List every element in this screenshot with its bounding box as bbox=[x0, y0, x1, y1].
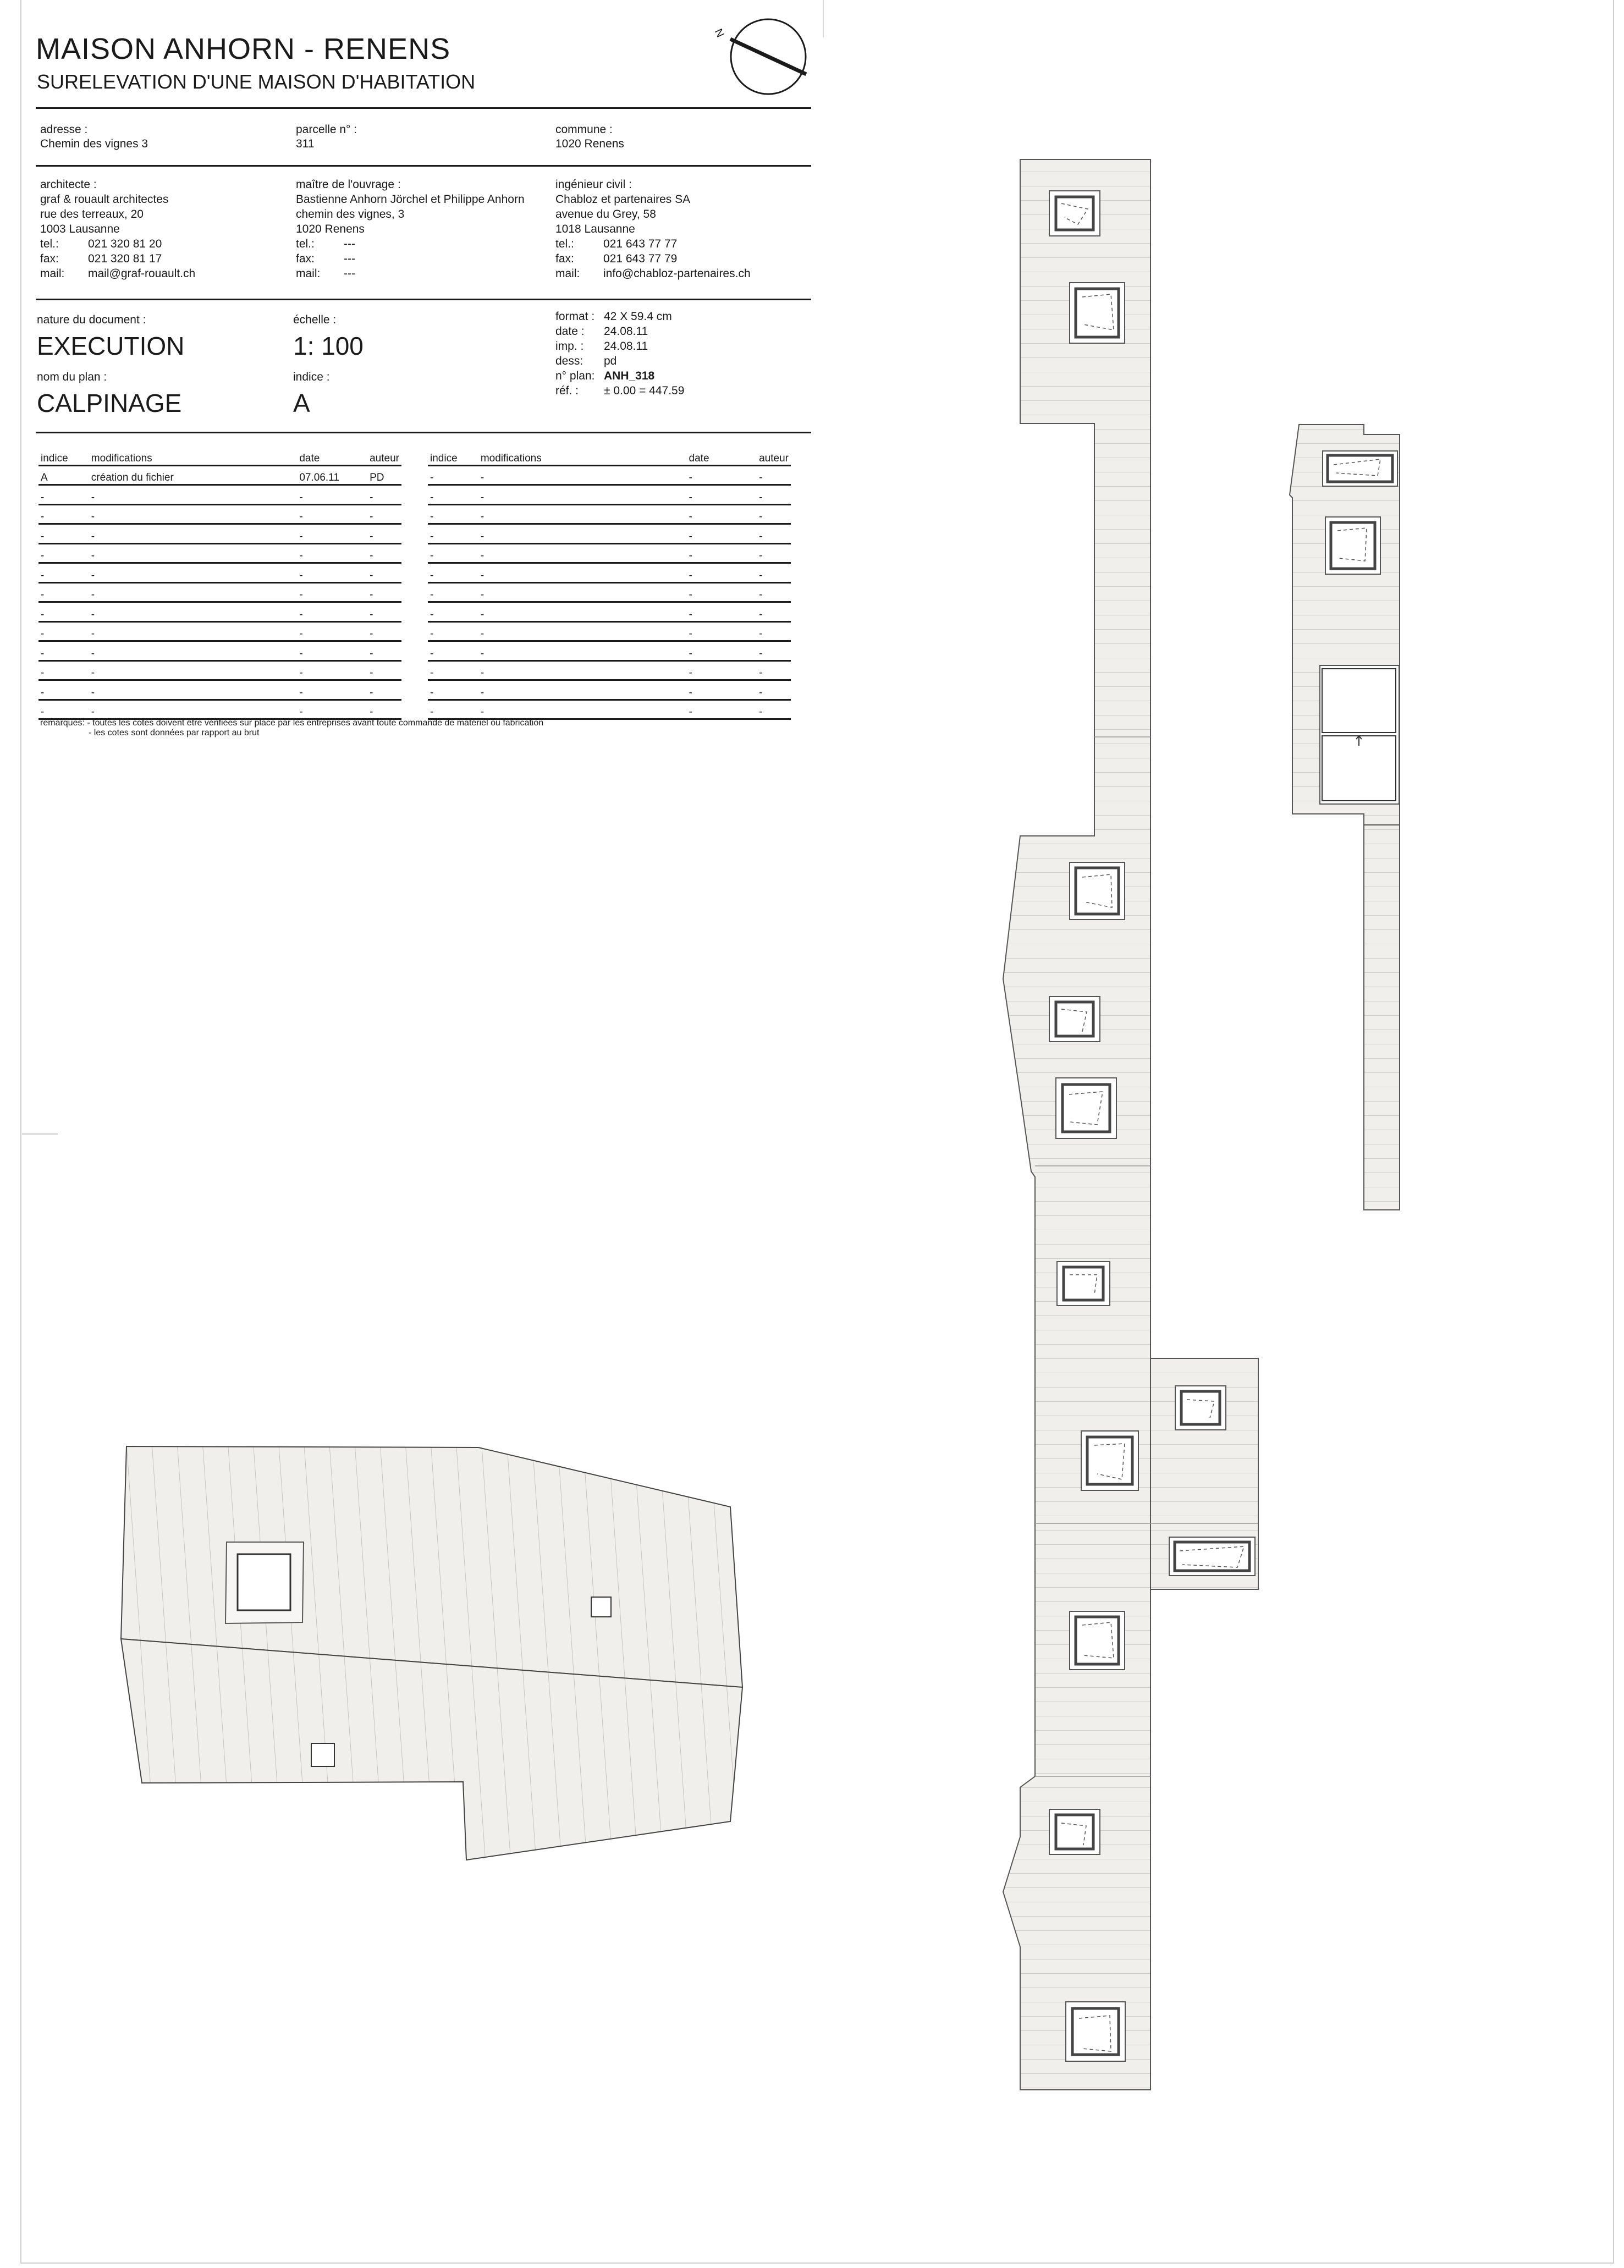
revision-cell: - bbox=[297, 485, 367, 505]
revision-cell: - bbox=[89, 582, 298, 602]
facade-strip-main bbox=[1003, 159, 1258, 2090]
revision-cell: - bbox=[428, 524, 478, 544]
revision-cell: - bbox=[428, 641, 478, 661]
revision-cell: - bbox=[757, 641, 791, 661]
revision-cell: - bbox=[428, 660, 478, 680]
plan-name-label: nom du plan : bbox=[37, 371, 107, 383]
revision-cell: - bbox=[297, 621, 367, 641]
revision-cell: - bbox=[478, 680, 687, 700]
revision-cell: - bbox=[367, 641, 401, 661]
revision-cell: - bbox=[367, 602, 401, 622]
revision-cell: - bbox=[428, 621, 478, 641]
revision-cell: - bbox=[367, 660, 401, 680]
revision-cell: création du fichier bbox=[89, 465, 298, 485]
document-nature: EXECUTION bbox=[37, 332, 185, 360]
revision-cell: - bbox=[89, 485, 298, 505]
revision-cell: - bbox=[38, 504, 89, 524]
revision-header-cell: date bbox=[687, 447, 757, 465]
revision-cell: - bbox=[687, 641, 757, 661]
plan-name: CALPINAGE bbox=[37, 389, 182, 417]
revision-header-cell: auteur bbox=[367, 447, 401, 465]
remarks: remarques: - toutes les cotes doivent être vérifiées sur place par les entreprises avant toute commande de matériel ou fabrication - les cotes sont données par rapport au brut bbox=[40, 718, 544, 737]
revision-cell: - bbox=[89, 563, 298, 583]
revision-cell: - bbox=[428, 465, 478, 485]
revision-cell: - bbox=[89, 543, 298, 563]
revision-cell: - bbox=[297, 660, 367, 680]
revision-cell: - bbox=[38, 602, 89, 622]
revision-cell: - bbox=[687, 700, 757, 719]
revision-cell: 07.06.11 bbox=[297, 465, 367, 485]
revision-cell: - bbox=[478, 563, 687, 583]
revision-cell: - bbox=[367, 485, 401, 505]
revision-cell: - bbox=[687, 602, 757, 622]
revision-cell: - bbox=[757, 680, 791, 700]
revision-cell: - bbox=[89, 524, 298, 544]
revision-cell: - bbox=[297, 582, 367, 602]
revision-cell: - bbox=[757, 660, 791, 680]
revision-cell: - bbox=[89, 680, 298, 700]
revision-cell: - bbox=[428, 602, 478, 622]
revision-cell: - bbox=[428, 485, 478, 505]
revision-cell: - bbox=[297, 602, 367, 622]
revision-cell: - bbox=[478, 660, 687, 680]
revision-cell: - bbox=[428, 700, 478, 719]
revision-cell: - bbox=[297, 563, 367, 583]
revision-cell: - bbox=[687, 563, 757, 583]
revision-cell: - bbox=[38, 563, 89, 583]
address-field: adresse : Chemin des vignes 3 bbox=[40, 123, 148, 150]
revision-cell: - bbox=[478, 582, 687, 602]
revision-header-cell: modifications bbox=[89, 447, 298, 465]
revision-cell: - bbox=[478, 485, 687, 505]
revision-cell: - bbox=[367, 582, 401, 602]
revision-cell: - bbox=[757, 700, 791, 719]
project-title: MAISON ANHORN - RENENS bbox=[36, 32, 451, 65]
revision-cell: - bbox=[38, 680, 89, 700]
revision-cell: - bbox=[297, 641, 367, 661]
revision-cell: - bbox=[367, 543, 401, 563]
revision-cell: - bbox=[38, 582, 89, 602]
revision-cell: - bbox=[89, 602, 298, 622]
index-value: A bbox=[293, 389, 310, 417]
revision-cell: - bbox=[38, 524, 89, 544]
revision-cell: - bbox=[38, 660, 89, 680]
revision-cell: - bbox=[297, 543, 367, 563]
revision-cell: PD bbox=[367, 465, 401, 485]
revision-cell: - bbox=[89, 641, 298, 661]
revision-cell: - bbox=[367, 524, 401, 544]
revision-cell: - bbox=[478, 641, 687, 661]
revision-cell: - bbox=[38, 621, 89, 641]
revision-cell: - bbox=[478, 465, 687, 485]
revision-cell: - bbox=[367, 504, 401, 524]
revision-cell: - bbox=[297, 504, 367, 524]
revision-cell: - bbox=[367, 563, 401, 583]
revision-cell: - bbox=[428, 680, 478, 700]
revision-cell: - bbox=[38, 641, 89, 661]
revision-cell: - bbox=[687, 543, 757, 563]
revision-cell: - bbox=[687, 660, 757, 680]
revision-cell: - bbox=[428, 582, 478, 602]
revision-cell: - bbox=[367, 700, 401, 719]
revision-cell: - bbox=[478, 504, 687, 524]
revision-cell: A bbox=[38, 465, 89, 485]
roof-skylight bbox=[591, 1597, 611, 1617]
revision-cell: - bbox=[367, 680, 401, 700]
revision-cell: - bbox=[757, 582, 791, 602]
revision-cell: - bbox=[687, 504, 757, 524]
revision-cell: - bbox=[687, 582, 757, 602]
revision-cell: - bbox=[478, 700, 687, 719]
roof-plan bbox=[121, 1446, 742, 1860]
revision-cell: - bbox=[428, 543, 478, 563]
index-label: indice : bbox=[293, 371, 330, 383]
revision-cell: - bbox=[757, 602, 791, 622]
commune-field: commune : 1020 Renens bbox=[555, 123, 624, 150]
revision-cell: - bbox=[757, 543, 791, 563]
revision-cell: - bbox=[687, 621, 757, 641]
revision-header-cell: indice bbox=[428, 447, 478, 465]
revision-cell: - bbox=[687, 485, 757, 505]
revision-cell: - bbox=[297, 524, 367, 544]
revision-cell: - bbox=[428, 563, 478, 583]
architect-block: architecte : graf & rouault architectes rue des terreaux, 20 1003 Lausanne tel.: 021 320 81 20 fax: 021 320 81 17 mail: mail@graf-rouault.ch bbox=[40, 178, 196, 280]
north-label: N bbox=[712, 27, 726, 40]
revision-cell: - bbox=[757, 485, 791, 505]
revision-cell: - bbox=[757, 563, 791, 583]
revision-cell: - bbox=[38, 700, 89, 719]
revision-header-cell: date bbox=[297, 447, 367, 465]
revision-cell: - bbox=[38, 485, 89, 505]
parcel-field: parcelle n° : 311 bbox=[296, 123, 357, 150]
revision-cell: - bbox=[478, 602, 687, 622]
revision-cell: - bbox=[757, 524, 791, 544]
scale-value: 1: 100 bbox=[293, 332, 364, 360]
revision-cell: - bbox=[757, 465, 791, 485]
roof-skylight bbox=[311, 1743, 334, 1766]
revision-header-cell: indice bbox=[38, 447, 89, 465]
revision-cell: - bbox=[297, 680, 367, 700]
scale-label: échelle : bbox=[293, 313, 337, 326]
revision-cell: - bbox=[297, 700, 367, 719]
engineer-block: ingénieur civil : Chabloz et partenaires SA avenue du Grey, 58 1018 Lausanne tel.: 021 643 77 77 fax: 021 643 77 79 mail: info@chabloz-partenaires.ch bbox=[555, 178, 751, 280]
revision-cell: - bbox=[478, 524, 687, 544]
revision-cell: - bbox=[687, 524, 757, 544]
project-subtitle: SURELEVATION D'UNE MAISON D'HABITATION bbox=[37, 70, 476, 93]
revision-cell: - bbox=[38, 543, 89, 563]
revision-cell: - bbox=[478, 543, 687, 563]
revision-cell: - bbox=[89, 660, 298, 680]
nature-label: nature du document : bbox=[37, 313, 146, 326]
revision-cell: - bbox=[89, 621, 298, 641]
revision-cell: - bbox=[757, 621, 791, 641]
revision-cell: - bbox=[757, 504, 791, 524]
revision-cell: - bbox=[89, 700, 298, 719]
revision-cell: - bbox=[478, 621, 687, 641]
plan-meta: format : 42 X 59.4 cm date : 24.08.11 imp. : 24.08.11 dess: pd n° plan: ANH_318 réf. : ± 0.00 = 447.59 bbox=[555, 310, 685, 397]
revision-cell: - bbox=[89, 504, 298, 524]
revision-header-cell: auteur bbox=[757, 447, 791, 465]
revision-cell: - bbox=[687, 680, 757, 700]
revision-cell: - bbox=[687, 465, 757, 485]
owner-block: maître de l'ouvrage : Bastienne Anhorn Jörchel et Philippe Anhorn chemin des vignes, 3 1020 Renens tel.: --- fax: --- mail: --- bbox=[296, 178, 525, 280]
revision-header-cell: modifications bbox=[478, 447, 687, 465]
revision-cell: - bbox=[428, 504, 478, 524]
revision-cell: - bbox=[367, 621, 401, 641]
